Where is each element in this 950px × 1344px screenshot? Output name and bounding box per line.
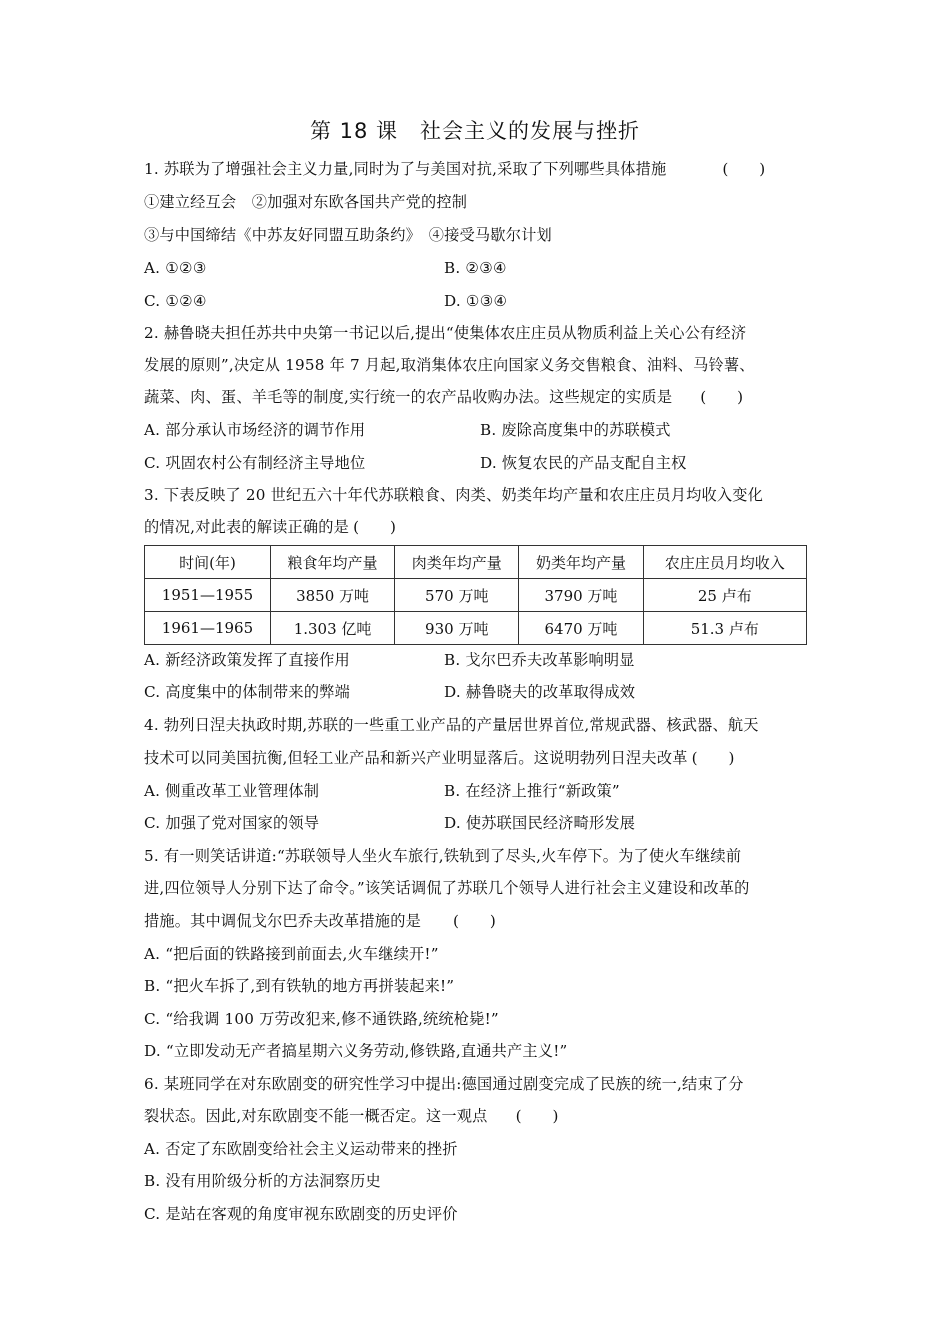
- q3-data-table: [144, 545, 807, 645]
- q1-option-d: D. ①③④: [444, 292, 508, 310]
- q2-stem-line1: 2. 赫鲁晓夫担任苏共中央第一书记以后,提出“使集体农庄庄员从物质利益上关心公有经济: [144, 324, 747, 342]
- q5-stem-line2: 进,四位领导人分别下达了命令。”该笑话调侃了苏联几个领导人进行社会主义建设和改革的: [144, 879, 750, 897]
- q1-option-b: B. ②③④: [444, 259, 507, 277]
- q4-answer-bracket: ( ): [691, 749, 735, 767]
- q6-stem-line2-text: 裂状态。因此,对东欧剧变不能一概否定。这一观点: [144, 1107, 488, 1125]
- q3-option-b: B. 戈尔巴乔夫改革影响明显: [444, 651, 635, 669]
- q2-option-c: C. 巩固农村公有制经济主导地位: [144, 454, 366, 472]
- q5-option-d: D. “立即发动无产者搞星期六义务劳动,修铁路,直通共产主义!”: [144, 1042, 568, 1060]
- q6-option-a: A. 否定了东欧剧变给社会主义运动带来的挫折: [144, 1140, 458, 1158]
- q5-answer-bracket: ( ): [452, 912, 497, 930]
- table-header-cell: 农庄庄员月均收入: [643, 546, 806, 579]
- q2-stem-line3-text: 蔬菜、肉、蛋、羊毛等的制度,实行统一的农产品收购办法。这些规定的实质是: [144, 388, 673, 406]
- q2-option-b: B. 废除高度集中的苏联模式: [480, 421, 671, 439]
- table-header-row: [145, 546, 807, 579]
- q6-option-b: B. 没有用阶级分析的方法洞察历史: [144, 1172, 381, 1190]
- q5-stem-line3-text: 措施。其中调侃戈尔巴乔夫改革措施的是: [144, 912, 421, 930]
- table-header-cell: 时间(年): [145, 546, 271, 579]
- q3-answer-bracket: ( ): [353, 518, 397, 536]
- q1-answer-bracket: ( ): [722, 160, 766, 178]
- table-cell: 570 万吨: [395, 579, 519, 612]
- q4-option-c: C. 加强了党对国家的领导: [144, 814, 320, 832]
- table-header-cell: 奶类年均产量: [519, 546, 643, 579]
- q2-stem-line3: [144, 386, 743, 408]
- q4-option-b: B. 在经济上推行“新政策”: [444, 782, 620, 800]
- q3-stem-line1: 3. 下表反映了 20 世纪五六十年代苏联粮食、肉类、奶类年均产量和农庄庄员月均收入变化: [144, 486, 764, 504]
- table-cell: 25 卢布: [643, 579, 806, 612]
- q3-stem-line2-text: 的情况,对此表的解读正确的是: [144, 518, 350, 536]
- q6-answer-bracket: ( ): [515, 1107, 559, 1125]
- q4-stem-line1: 4. 勃列日涅夫执政时期,苏联的一些重工业产品的产量居世界首位,常规武器、核武器、航天: [144, 716, 759, 734]
- table-row: [145, 579, 807, 612]
- q1-option-c: C. ①②④: [144, 292, 207, 310]
- q1-items-line1: ①建立经互会 ②加强对东欧各国共产党的控制: [144, 193, 468, 211]
- q4-stem-line2: [144, 747, 735, 769]
- q5-option-b: B. “把火车拆了,到有铁轨的地方再拼装起来!”: [144, 977, 455, 995]
- table-cell: 3850 万吨: [270, 579, 394, 612]
- q6-stem-line2: [144, 1105, 559, 1127]
- table-cell: 6470 万吨: [519, 612, 643, 645]
- q4-option-d: D. 使苏联国民经济畸形发展: [444, 814, 636, 832]
- page-title: 第 18 课 社会主义的发展与挫折: [309, 119, 641, 143]
- q4-stem-line2-text: 技术可以同美国抗衡,但轻工业产品和新兴产业明显落后。这说明勃列日涅夫改革: [144, 749, 688, 767]
- q2-stem-line2: 发展的原则”,决定从 1958 年 7 月起,取消集体农庄向国家义务交售粮食、油料、马铃薯、: [144, 356, 755, 374]
- table-header-cell: 肉类年均产量: [395, 546, 519, 579]
- table-row: [145, 612, 807, 645]
- q3-option-d: D. 赫鲁晓夫的改革取得成效: [444, 683, 636, 701]
- q5-option-a: A. “把后面的铁路接到前面去,火车继续开!”: [144, 945, 439, 963]
- q6-stem-line1: 6. 某班同学在对东欧剧变的研究性学习中提出:德国通过剧变完成了民族的统一,结束了分: [144, 1075, 744, 1093]
- q1-option-a: A. ①②③: [144, 259, 207, 277]
- table-cell: 51.3 卢布: [643, 612, 806, 645]
- table-cell: 1961—1965: [145, 612, 271, 645]
- table-cell: 1951—1955: [145, 579, 271, 612]
- q1-items-line2: ③与中国缔结《中苏友好同盟互助条约》 ④接受马歇尔计划: [144, 226, 552, 244]
- table-cell: 3790 万吨: [519, 579, 643, 612]
- q1-stem: [144, 158, 765, 180]
- q4-option-a: A. 侧重改革工业管理体制: [144, 782, 320, 800]
- q2-answer-bracket: ( ): [700, 388, 744, 406]
- q3-option-a: A. 新经济政策发挥了直接作用: [144, 651, 350, 669]
- q6-option-c: C. 是站在客观的角度审视东欧剧变的历史评价: [144, 1205, 458, 1223]
- q5-option-c: C. “给我调 100 万劳改犯来,修不通铁路,统统枪毙!”: [144, 1010, 499, 1028]
- q5-stem-line3: [144, 910, 496, 932]
- q5-stem-line1: 5. 有一则笑话讲道:“苏联领导人坐火车旅行,铁轨到了尽头,火车停下。为了使火车继续前: [144, 847, 742, 865]
- q3-stem-line2: [144, 516, 396, 538]
- table-cell: 930 万吨: [395, 612, 519, 645]
- q2-option-d: D. 恢复农民的产品支配自主权: [480, 454, 687, 472]
- q2-option-a: A. 部分承认市场经济的调节作用: [144, 421, 366, 439]
- q1-stem-text: 1. 苏联为了增强社会主义力量,同时为了与美国对抗,采取了下列哪些具体措施: [144, 160, 667, 178]
- table-header-cell: 粮食年均产量: [270, 546, 394, 579]
- q3-option-c: C. 高度集中的体制带来的弊端: [144, 683, 350, 701]
- table-cell: 1.303 亿吨: [270, 612, 394, 645]
